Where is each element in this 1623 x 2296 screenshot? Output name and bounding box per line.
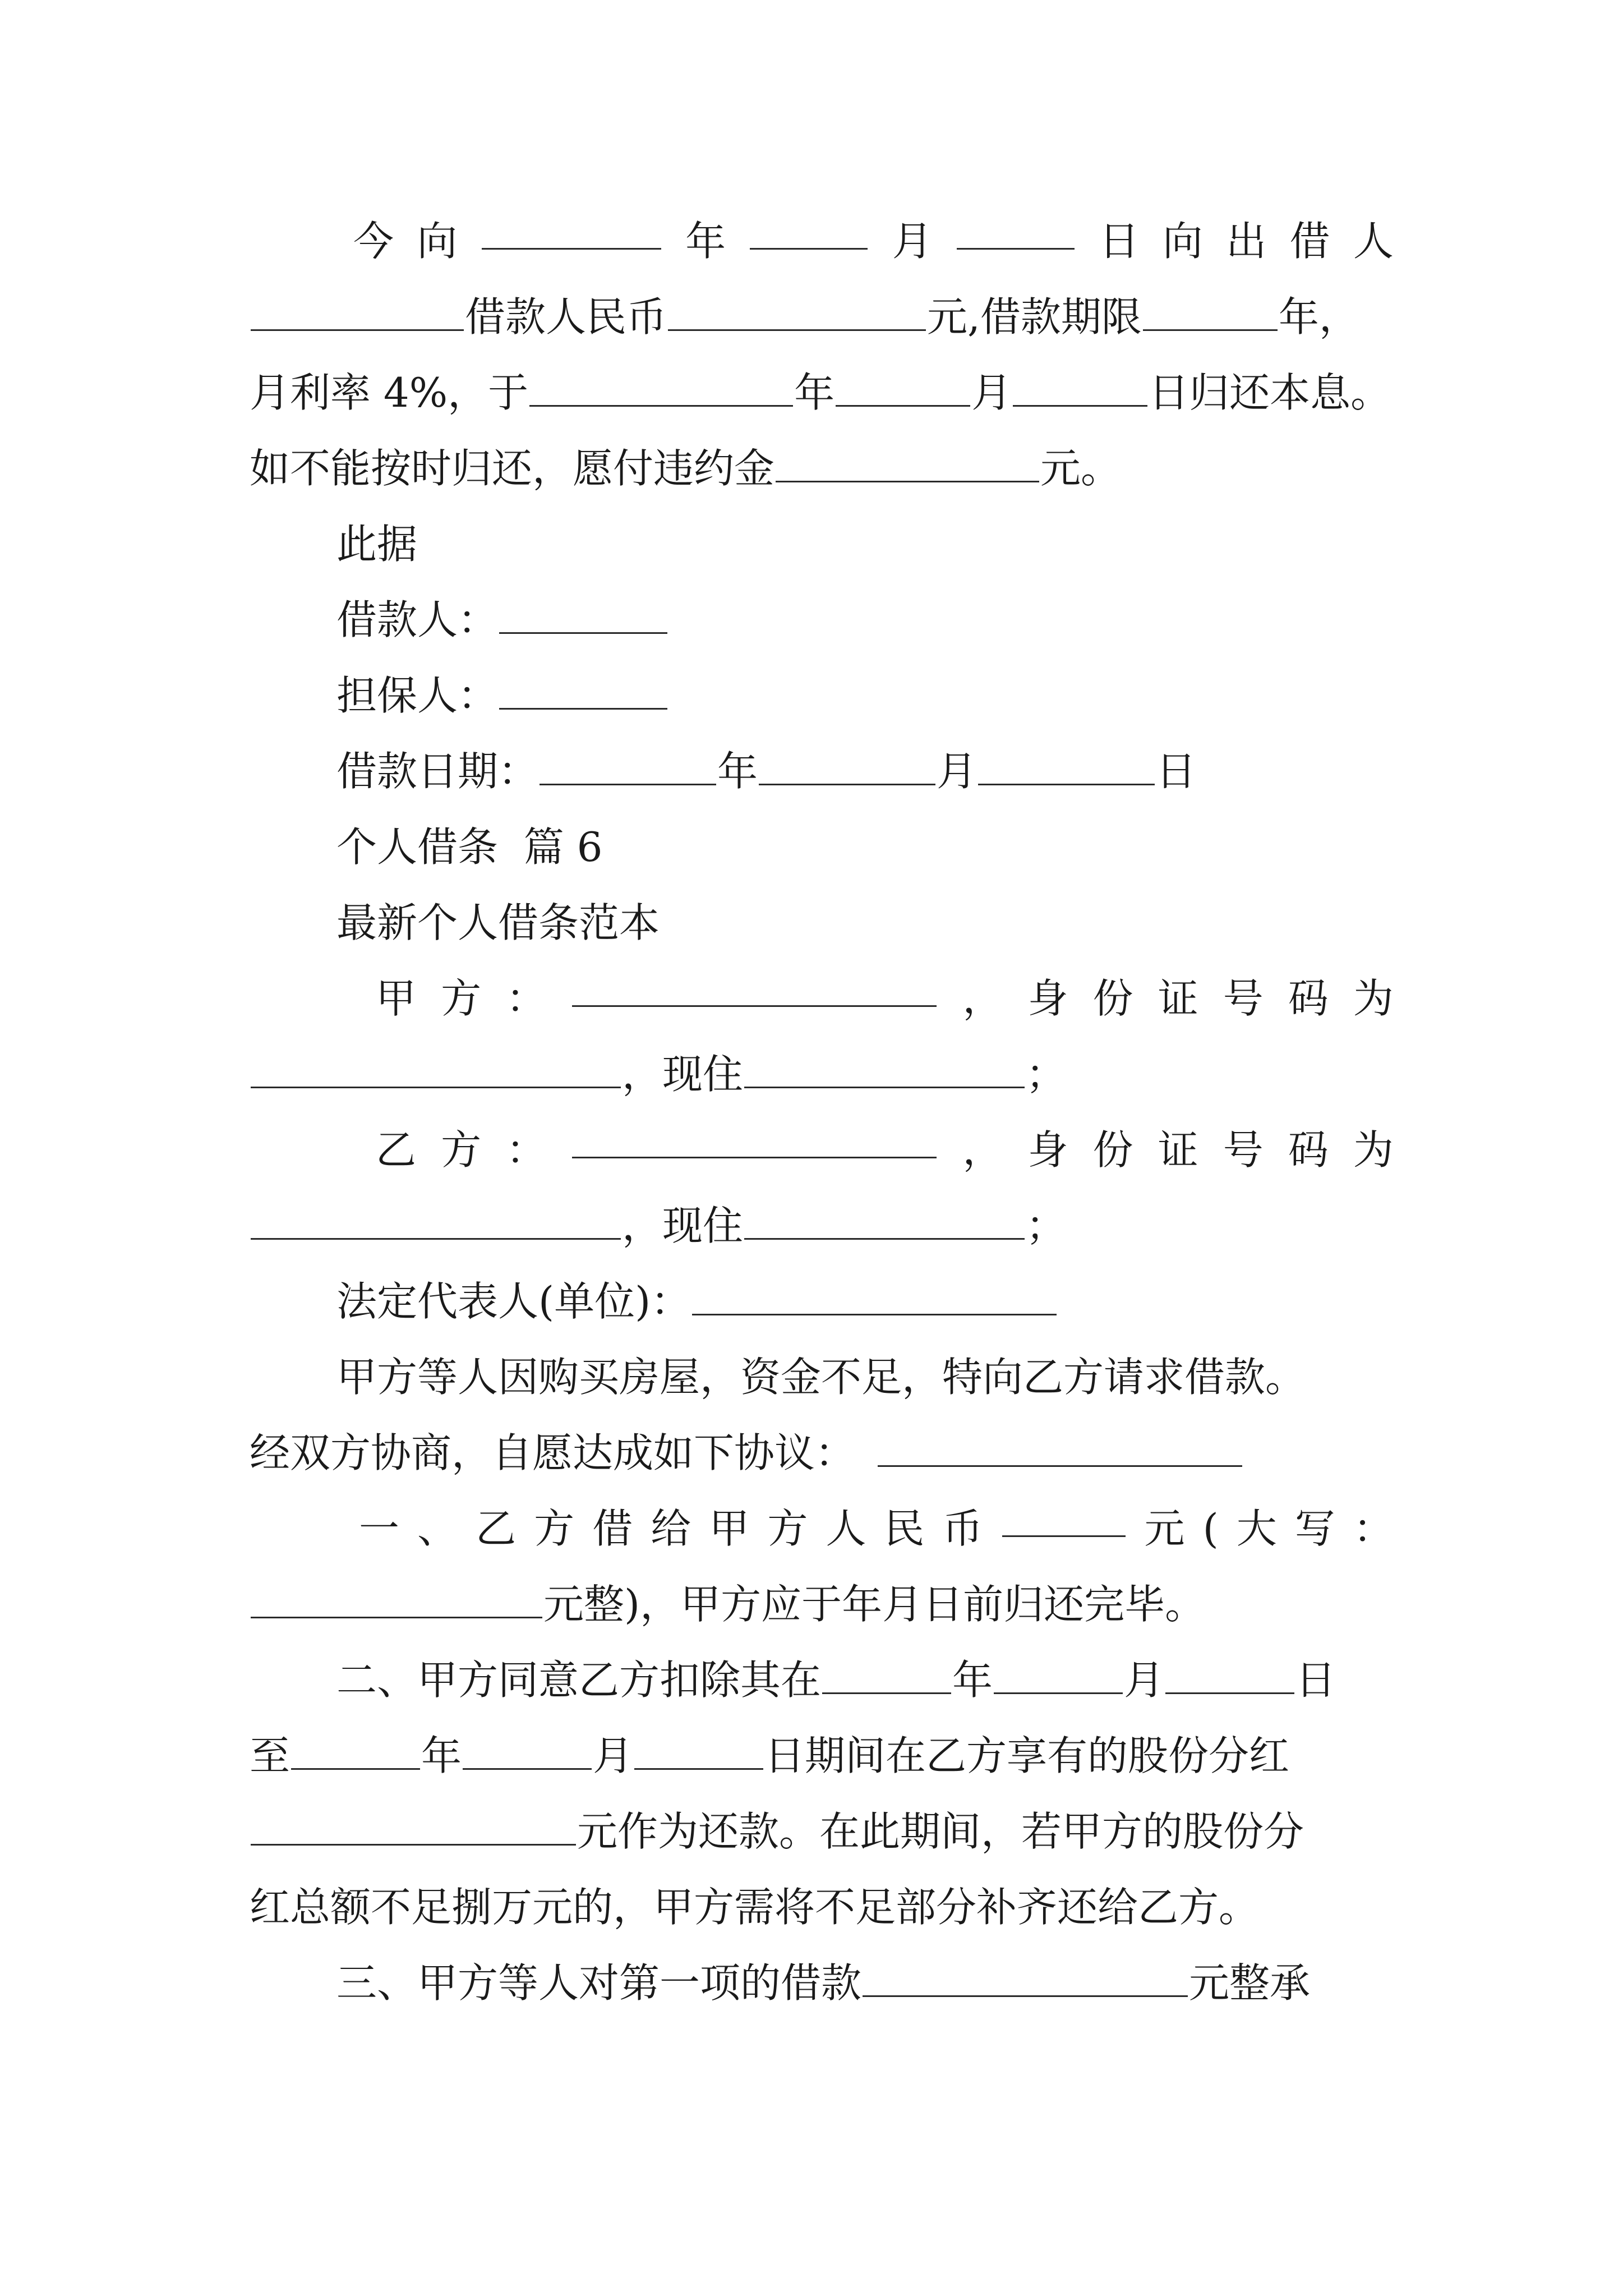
text-segment: 借款人民币 bbox=[465, 293, 667, 341]
party-b-name-field[interactable] bbox=[572, 1122, 937, 1158]
text-char: 出 bbox=[1226, 218, 1267, 265]
month-field[interactable] bbox=[994, 1658, 1123, 1694]
guarantor-line bbox=[336, 668, 1391, 724]
text-segment: 日 bbox=[1295, 1657, 1336, 1704]
text-char: 人 bbox=[1353, 218, 1394, 265]
text-segment: 年 bbox=[952, 1657, 993, 1704]
loan-note-line-3 bbox=[250, 365, 1394, 421]
section-heading: 个人借条 篇 6 bbox=[336, 823, 603, 871]
amount-field[interactable] bbox=[1002, 1501, 1126, 1537]
blank-field[interactable] bbox=[251, 295, 464, 331]
clause-2-line-3 bbox=[250, 1803, 1394, 1860]
text-segment: 元整承 bbox=[1189, 1959, 1311, 2007]
text-char: 甲 bbox=[709, 1505, 750, 1552]
intro-line-2 bbox=[250, 1425, 1394, 1481]
amount-words-field[interactable] bbox=[251, 1582, 542, 1618]
intro-line-1: 甲方等人因购买房屋，资金不足，特向乙方请求借款。 bbox=[336, 1354, 1306, 1401]
text-segment: 年 bbox=[421, 1732, 462, 1779]
month-field[interactable] bbox=[463, 1733, 592, 1770]
text-segment: 至 bbox=[250, 1732, 291, 1779]
party-a-line-2 bbox=[250, 1046, 1394, 1102]
blank-field[interactable] bbox=[1143, 295, 1278, 331]
clause-2-line-4: 红总额不足捌万元的，甲方需将不足部分补齐还给乙方。 bbox=[250, 1884, 1260, 1931]
text-char: 写 bbox=[1294, 1505, 1335, 1552]
loan-note-line-4 bbox=[250, 440, 1394, 496]
text-char: 一 bbox=[359, 1505, 400, 1552]
text-segment: 月利率 4%，于 bbox=[250, 369, 529, 416]
year-field[interactable] bbox=[291, 1733, 420, 1770]
text-char: 向 bbox=[1162, 218, 1203, 265]
text-segment: 经双方协商，自愿达成如下协议： bbox=[250, 1429, 856, 1476]
text-char: 币 bbox=[942, 1505, 983, 1552]
party-b-address-field[interactable] bbox=[744, 1203, 1025, 1240]
blank-field[interactable] bbox=[878, 1430, 1242, 1467]
text-char: ： bbox=[506, 1126, 547, 1174]
text-segment: 三、甲方等人对第一项的借款 bbox=[336, 1959, 862, 2007]
text-segment: 如不能按时归还，愿付违约金 bbox=[250, 445, 775, 492]
text-char: 方 bbox=[767, 1505, 808, 1552]
text-char: ( bbox=[1202, 1505, 1219, 1552]
blank-field[interactable] bbox=[668, 295, 926, 331]
text-char: 月 bbox=[892, 218, 933, 265]
guarantor-label: 担保人： bbox=[336, 672, 499, 719]
text-char: 向 bbox=[417, 218, 458, 265]
text-char: 借 bbox=[1289, 218, 1330, 265]
blank-field[interactable] bbox=[957, 213, 1075, 250]
basis-line: 此据 bbox=[336, 521, 418, 568]
year-field[interactable] bbox=[540, 749, 716, 785]
representative-field[interactable] bbox=[692, 1279, 1057, 1315]
loan-note-line-1 bbox=[353, 213, 1394, 269]
text-char: 份 bbox=[1092, 1126, 1133, 1174]
text-char: 为 bbox=[1353, 1126, 1394, 1174]
party-b-id-field[interactable] bbox=[251, 1203, 621, 1240]
blank-field[interactable] bbox=[482, 213, 661, 250]
text-segment: 月 bbox=[971, 369, 1012, 416]
month-field[interactable] bbox=[759, 749, 935, 785]
text-segment: 月 bbox=[593, 1732, 634, 1779]
text-char: 身 bbox=[1027, 1126, 1068, 1174]
borrower-line bbox=[336, 592, 1391, 648]
text-segment: 日期间在乙方享有的股份分红 bbox=[764, 1732, 1290, 1779]
section-subtitle: 最新个人借条范本 bbox=[336, 899, 660, 946]
text-char: 码 bbox=[1288, 1126, 1329, 1174]
text-char: ： bbox=[1353, 1505, 1394, 1552]
text-char: 乙 bbox=[476, 1505, 517, 1552]
year-label: 年 bbox=[717, 748, 758, 795]
text-char: ： bbox=[506, 975, 547, 1022]
party-b-line-2 bbox=[250, 1198, 1394, 1254]
text-segment: 元,借款期限 bbox=[927, 293, 1142, 341]
loan-note-line-2 bbox=[250, 289, 1394, 345]
text-char: 今 bbox=[353, 218, 394, 265]
text-char: 号 bbox=[1223, 975, 1264, 1022]
party-a-id-field[interactable] bbox=[251, 1052, 621, 1088]
text-segment: 年 bbox=[794, 369, 835, 416]
blank-field[interactable] bbox=[1013, 370, 1147, 407]
party-a-address-field[interactable] bbox=[744, 1052, 1025, 1088]
day-field[interactable] bbox=[634, 1733, 763, 1770]
loan-date-label: 借款日期： bbox=[336, 748, 539, 795]
loan-date-line bbox=[336, 743, 1391, 799]
text-char: 甲 bbox=[376, 975, 417, 1022]
text-char: 证 bbox=[1158, 975, 1198, 1022]
year-field[interactable] bbox=[822, 1658, 951, 1694]
representative-line bbox=[336, 1273, 1391, 1329]
text-char: 大 bbox=[1236, 1505, 1277, 1552]
dividend-field[interactable] bbox=[251, 1809, 576, 1846]
text-segment: 元整)，甲方应于年月日前归还完毕。 bbox=[543, 1581, 1206, 1628]
blank-field[interactable] bbox=[529, 370, 793, 407]
text-char: 给 bbox=[651, 1505, 691, 1552]
representative-label: 法定代表人(单位)： bbox=[336, 1278, 691, 1325]
text-char: 日 bbox=[1099, 218, 1140, 265]
text-segment: 月 bbox=[1124, 1657, 1165, 1704]
party-a-name-field[interactable] bbox=[572, 970, 937, 1007]
amount-field[interactable] bbox=[863, 1961, 1188, 1997]
text-char: ， bbox=[962, 975, 1003, 1022]
text-char: 人 bbox=[826, 1505, 866, 1552]
borrower-field[interactable] bbox=[499, 597, 667, 634]
party-b-line-1 bbox=[376, 1122, 1394, 1178]
text-segment: 元。 bbox=[1040, 445, 1122, 492]
guarantor-field[interactable] bbox=[499, 673, 667, 710]
text-segment: ； bbox=[1026, 1051, 1067, 1098]
clause-2-line-1 bbox=[336, 1652, 1391, 1708]
clause-2-line-2 bbox=[250, 1728, 1394, 1784]
clause-3-line-1 bbox=[336, 1955, 1391, 2011]
blank-field[interactable] bbox=[750, 213, 868, 250]
blank-field[interactable] bbox=[836, 370, 970, 407]
text-segment: 年， bbox=[1278, 293, 1359, 341]
clause-1-line-1 bbox=[359, 1501, 1394, 1557]
text-char: 民 bbox=[884, 1505, 925, 1552]
text-segment: ，现住 bbox=[622, 1202, 744, 1249]
day-field[interactable] bbox=[978, 749, 1155, 785]
day-field[interactable] bbox=[1165, 1658, 1294, 1694]
text-char: 码 bbox=[1288, 975, 1329, 1022]
text-char: 方 bbox=[534, 1505, 575, 1552]
text-segment: 二、甲方同意乙方扣除其在 bbox=[336, 1657, 822, 1704]
text-char: 元 bbox=[1144, 1505, 1185, 1552]
text-char: 借 bbox=[592, 1505, 633, 1552]
text-char: 份 bbox=[1092, 975, 1133, 1022]
text-char: ， bbox=[962, 1126, 1003, 1174]
text-segment: ； bbox=[1026, 1202, 1067, 1249]
text-char: 方 bbox=[441, 1126, 482, 1174]
text-char: 号 bbox=[1223, 1126, 1264, 1174]
text-char: 、 bbox=[417, 1505, 458, 1552]
clause-1-line-2 bbox=[250, 1576, 1394, 1632]
text-char: 方 bbox=[441, 975, 482, 1022]
blank-field[interactable] bbox=[776, 446, 1039, 482]
text-char: 身 bbox=[1027, 975, 1068, 1022]
text-char: 乙 bbox=[376, 1126, 417, 1174]
text-segment: 元作为还款。在此期间，若甲方的股份分 bbox=[577, 1808, 1304, 1855]
text-segment: ，现住 bbox=[622, 1051, 744, 1098]
text-char: 为 bbox=[1353, 975, 1394, 1022]
month-label: 月 bbox=[937, 748, 978, 795]
borrower-label: 借款人： bbox=[336, 596, 499, 643]
text-segment: 日归还本息。 bbox=[1149, 369, 1391, 416]
text-char: 证 bbox=[1158, 1126, 1198, 1174]
text-char: 年 bbox=[685, 218, 726, 265]
party-a-line-1 bbox=[376, 970, 1394, 1027]
day-label: 日 bbox=[1156, 748, 1197, 795]
